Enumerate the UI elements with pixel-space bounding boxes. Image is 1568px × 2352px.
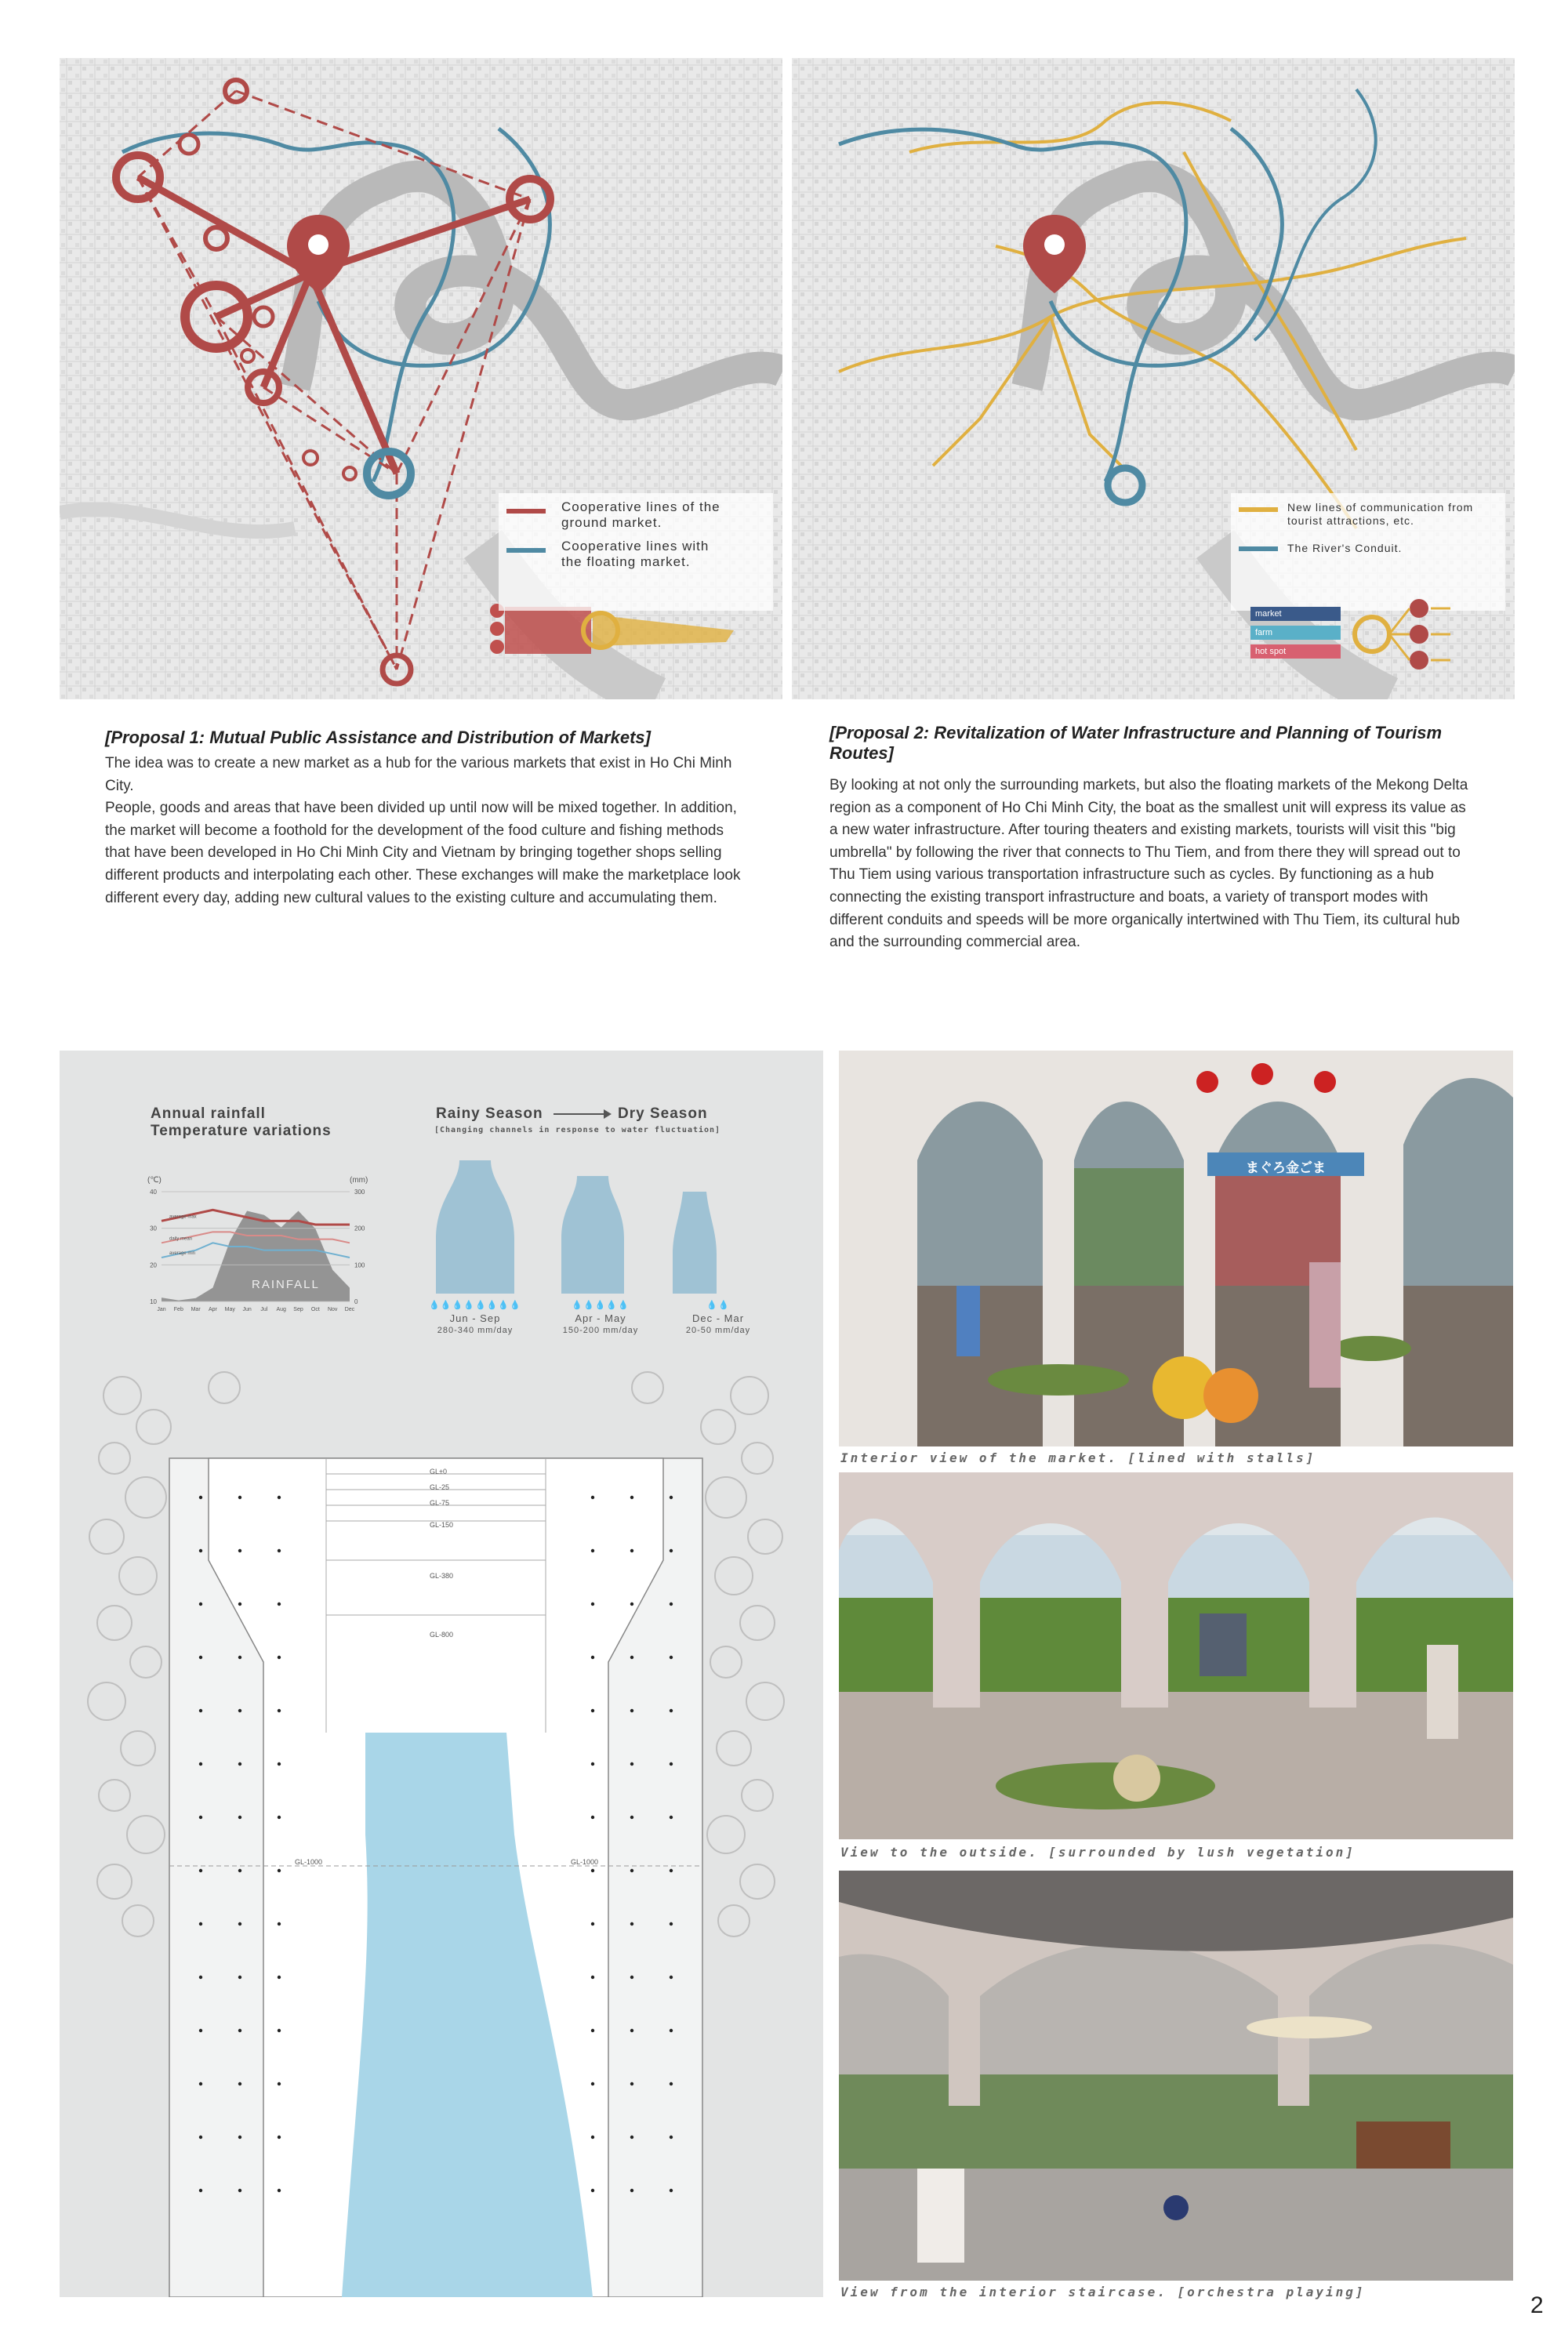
chip-market: market — [1250, 607, 1341, 621]
x-tick-label: Mar — [191, 1307, 201, 1312]
column-dot — [591, 1602, 594, 1606]
level-label: GL-380 — [430, 1572, 454, 1580]
column-dot — [630, 1549, 633, 1552]
column-dot — [591, 1496, 594, 1499]
climate-chart — [138, 1184, 373, 1317]
x-tick-label: Aug — [276, 1307, 286, 1312]
season-period: Jun - Sep — [449, 1312, 501, 1324]
y-right-tick-label: 300 — [354, 1189, 365, 1196]
column-dot — [630, 1869, 633, 1872]
column-dot — [278, 1709, 281, 1712]
x-tick-label: Feb — [173, 1307, 183, 1312]
season-amount: 280-340 mm/day — [437, 1326, 514, 1335]
column-dot — [199, 2136, 202, 2139]
column-dot — [199, 1496, 202, 1499]
column-dot — [278, 1922, 281, 1926]
season-amount: 150-200 mm/day — [562, 1326, 639, 1335]
column-dot — [278, 1869, 281, 1872]
column-dot — [278, 2082, 281, 2085]
column-dot — [670, 1976, 673, 1979]
column-dot — [670, 1816, 673, 1819]
x-tick-label: Jun — [242, 1307, 252, 1312]
map-1-legend — [499, 493, 773, 611]
season-channel-shapes — [436, 1152, 789, 1294]
x-tick-label: Jan — [157, 1307, 166, 1312]
x-tick-label: May — [224, 1307, 235, 1312]
season-amount: 20-50 mm/day — [685, 1326, 751, 1335]
render-staircase-view — [839, 1871, 1513, 2281]
column-dot — [199, 1762, 202, 1766]
left-axis-unit: (℃) — [147, 1176, 162, 1185]
column-dot — [238, 1709, 241, 1712]
column-dot — [630, 2029, 633, 2032]
series-label: average max — [169, 1214, 197, 1220]
legend-swatch-river — [1239, 546, 1278, 551]
column-dot — [238, 1656, 241, 1659]
level-label: GL-800 — [430, 1631, 454, 1639]
map-proposal-2 — [792, 58, 1515, 699]
column-dot — [199, 2082, 202, 2085]
season-arrow — [554, 1113, 608, 1115]
column-dot — [591, 2189, 594, 2192]
column-dot — [238, 1816, 241, 1819]
column-dot — [238, 1602, 241, 1606]
column-dot — [238, 1976, 241, 1979]
column-dot — [199, 1549, 202, 1552]
y-right-tick-label: 200 — [354, 1225, 365, 1232]
column-dot — [238, 1762, 241, 1766]
season-subtitle: [Changing channels in response to water fluctuation] — [434, 1126, 721, 1134]
column-dot — [591, 1869, 594, 1872]
x-tick-label: Oct — [310, 1307, 320, 1312]
x-tick-label: Apr — [209, 1307, 217, 1312]
page-number: 2 — [1530, 2292, 1544, 2318]
column-dot — [670, 1496, 673, 1499]
column-dot — [591, 1976, 594, 1979]
column-dot — [238, 2029, 241, 2032]
y-right-tick-label: 0 — [354, 1298, 358, 1305]
chip-farm: farm — [1250, 626, 1341, 640]
column-dot — [199, 1709, 202, 1712]
right-axis-unit: (mm) — [350, 1176, 368, 1185]
column-dot — [238, 1869, 241, 1872]
legend-label-river: The River's Conduit. — [1287, 542, 1403, 554]
season-period: Apr - May — [575, 1312, 626, 1324]
column-dot — [238, 1496, 241, 1499]
column-dot — [670, 2189, 673, 2192]
column-dot — [630, 1816, 633, 1819]
season-title-right: Dry Season — [618, 1105, 708, 1122]
column-dot — [670, 2082, 673, 2085]
column-dot — [199, 1869, 202, 1872]
y-right-tick-label: 100 — [354, 1261, 365, 1269]
render-1-caption: Interior view of the market. [lined with stalls] — [840, 1450, 1316, 1465]
season-drops: 💧💧💧💧💧 — [572, 1301, 630, 1310]
column-dot — [591, 2082, 594, 2085]
column-dot — [199, 2189, 202, 2192]
column-dot — [278, 2189, 281, 2192]
render-view-outside — [839, 1472, 1513, 1839]
rainfall-label: RAINFALL — [252, 1278, 320, 1291]
column-dot — [630, 1656, 633, 1659]
column-dot — [630, 1976, 633, 1979]
climate-chart-title: Annual rainfall Temperature variations — [151, 1105, 332, 1139]
level-label: GL-75 — [430, 1499, 450, 1507]
proposal-2-body: By looking at not only the surrounding markets, but also the floating markets of the Mekong Delta region as a component of Ho Chi Minh City, the boat as the smallest unit will express its value as a new water infrastructure. After touring theaters and existing markets, tourists will visit this "big umbrella" by following the river that connects to Thu Tiem, and from there they will spread out to Thu Tiem using various transportation infrastructure such as cycles. By functioning as a hub connecting the existing transport infrastructure and boats, a variety of transport modes with different conduits and speeds will be more organically intertwined with Thu Tiem, its cultural hub and the surrounding commercial area. — [829, 777, 1468, 951]
column-dot — [630, 1496, 633, 1499]
column-dot — [278, 1976, 281, 1979]
column-dot — [238, 2189, 241, 2192]
climate-plan-panel — [60, 1051, 823, 2297]
render-2-illustration — [839, 1472, 1513, 1839]
column-dot — [591, 1922, 594, 1926]
column-dot — [278, 1496, 281, 1499]
column-dot — [199, 1976, 202, 1979]
column-dot — [670, 1709, 673, 1712]
column-dot — [199, 1922, 202, 1926]
level-label: GL-25 — [430, 1483, 450, 1491]
column-dot — [278, 2029, 281, 2032]
column-dot — [278, 1816, 281, 1819]
column-dot — [591, 1709, 594, 1712]
render-2-caption: View to the outside. [surrounded by lush vegetation] — [840, 1845, 1356, 1860]
proposal-1-title: [Proposal 1: Mutual Public Assistance and Distribution of Markets] — [105, 728, 651, 747]
x-tick-label: Sep — [293, 1307, 303, 1312]
render-1-illustration — [839, 1051, 1513, 1446]
column-dot — [670, 1549, 673, 1552]
column-dot — [670, 1762, 673, 1766]
column-dot — [199, 1602, 202, 1606]
legend-label-ground: Cooperative lines of the ground market. — [561, 499, 720, 530]
column-dot — [238, 2136, 241, 2139]
column-dot — [199, 2029, 202, 2032]
legend-swatch-floating — [506, 548, 546, 553]
column-dot — [238, 1549, 241, 1552]
series-label: daily mean — [169, 1236, 193, 1242]
column-dot — [238, 2082, 241, 2085]
column-dot — [591, 1816, 594, 1819]
column-dot — [199, 1656, 202, 1659]
season-title-left: Rainy Season — [436, 1105, 543, 1122]
chip-hotspot: hot spot — [1250, 644, 1341, 659]
column-dot — [278, 1602, 281, 1606]
column-dot — [278, 2136, 281, 2139]
x-tick-label: Nov — [327, 1307, 338, 1312]
season-period: Dec - Mar — [691, 1312, 745, 1324]
proposal-1-paragraph: The idea was to create a new market as a hub for the various markets that exist in Ho Chi Minh City. — [105, 755, 732, 794]
render-3-caption: View from the interior staircase. [orchestra playing] — [840, 2285, 1366, 2299]
column-dot — [670, 1922, 673, 1926]
season-drops: 💧💧 — [706, 1301, 730, 1310]
column-dot — [670, 2136, 673, 2139]
column-dot — [630, 1602, 633, 1606]
column-dot — [591, 2029, 594, 2032]
column-dot — [630, 2136, 633, 2139]
level-label: GL±0 — [430, 1468, 447, 1475]
x-tick-label: Jul — [260, 1307, 268, 1312]
proposal-1-paragraph: People, goods and areas that have been divided up until now will be mixed together. In addition, the market will become a foothold for the development of the food culture and fishing methods that have been developed in Ho Chi Minh City and Vietnam by bringing together shops selling different products and interpolating each other. These exchanges will make the marketplace look different every day, adding new cultural values to the existing culture and accumulating them. — [105, 800, 741, 906]
column-dot — [238, 1922, 241, 1926]
render-3-illustration — [839, 1871, 1513, 2281]
column-dot — [630, 1709, 633, 1712]
column-dot — [591, 1549, 594, 1552]
legend-swatch-ground — [506, 509, 546, 514]
column-dot — [630, 1762, 633, 1766]
column-dot — [630, 2082, 633, 2085]
column-dot — [670, 1869, 673, 1872]
map-proposal-1 — [60, 58, 782, 699]
x-tick-label: Dec — [344, 1307, 355, 1312]
render-interior-market — [839, 1051, 1513, 1446]
proposal-2-title: [Proposal 2: Revitalization of Water Infrastructure and Planning of Tourism Routes] — [829, 723, 1443, 763]
column-dot — [630, 1922, 633, 1926]
y-left-tick-label: 10 — [150, 1298, 157, 1305]
level-label: GL-1000 — [295, 1858, 323, 1866]
column-dot — [670, 1656, 673, 1659]
y-left-tick-label: 40 — [150, 1189, 157, 1196]
column-dot — [591, 2136, 594, 2139]
y-left-tick-label: 20 — [150, 1261, 157, 1269]
column-dot — [630, 2189, 633, 2192]
column-dot — [199, 1816, 202, 1819]
level-label: GL-150 — [430, 1521, 454, 1529]
y-left-tick-label: 30 — [150, 1225, 157, 1232]
column-dot — [670, 2029, 673, 2032]
column-dot — [591, 1656, 594, 1659]
season-drops: 💧💧💧💧💧💧💧💧 — [429, 1301, 521, 1310]
market-sign: まぐろ金ごま — [1246, 1160, 1326, 1175]
transport-hub-graphic — [1341, 591, 1458, 677]
arrow-head-icon — [604, 1109, 612, 1119]
series-label: average min — [169, 1251, 196, 1256]
legend-swatch-tourist — [1239, 507, 1278, 512]
column-dot — [670, 1602, 673, 1606]
legend-label-tourist: New lines of communication from tourist attractions, etc. — [1287, 501, 1474, 527]
level-label: GL-1000 — [571, 1858, 599, 1866]
proposal-1-body — [105, 753, 745, 909]
column-dot — [591, 1762, 594, 1766]
column-dot — [278, 1549, 281, 1552]
column-dot — [278, 1656, 281, 1659]
column-dot — [278, 1762, 281, 1766]
legend-label-floating: Cooperative lines with the floating market. — [561, 539, 710, 569]
